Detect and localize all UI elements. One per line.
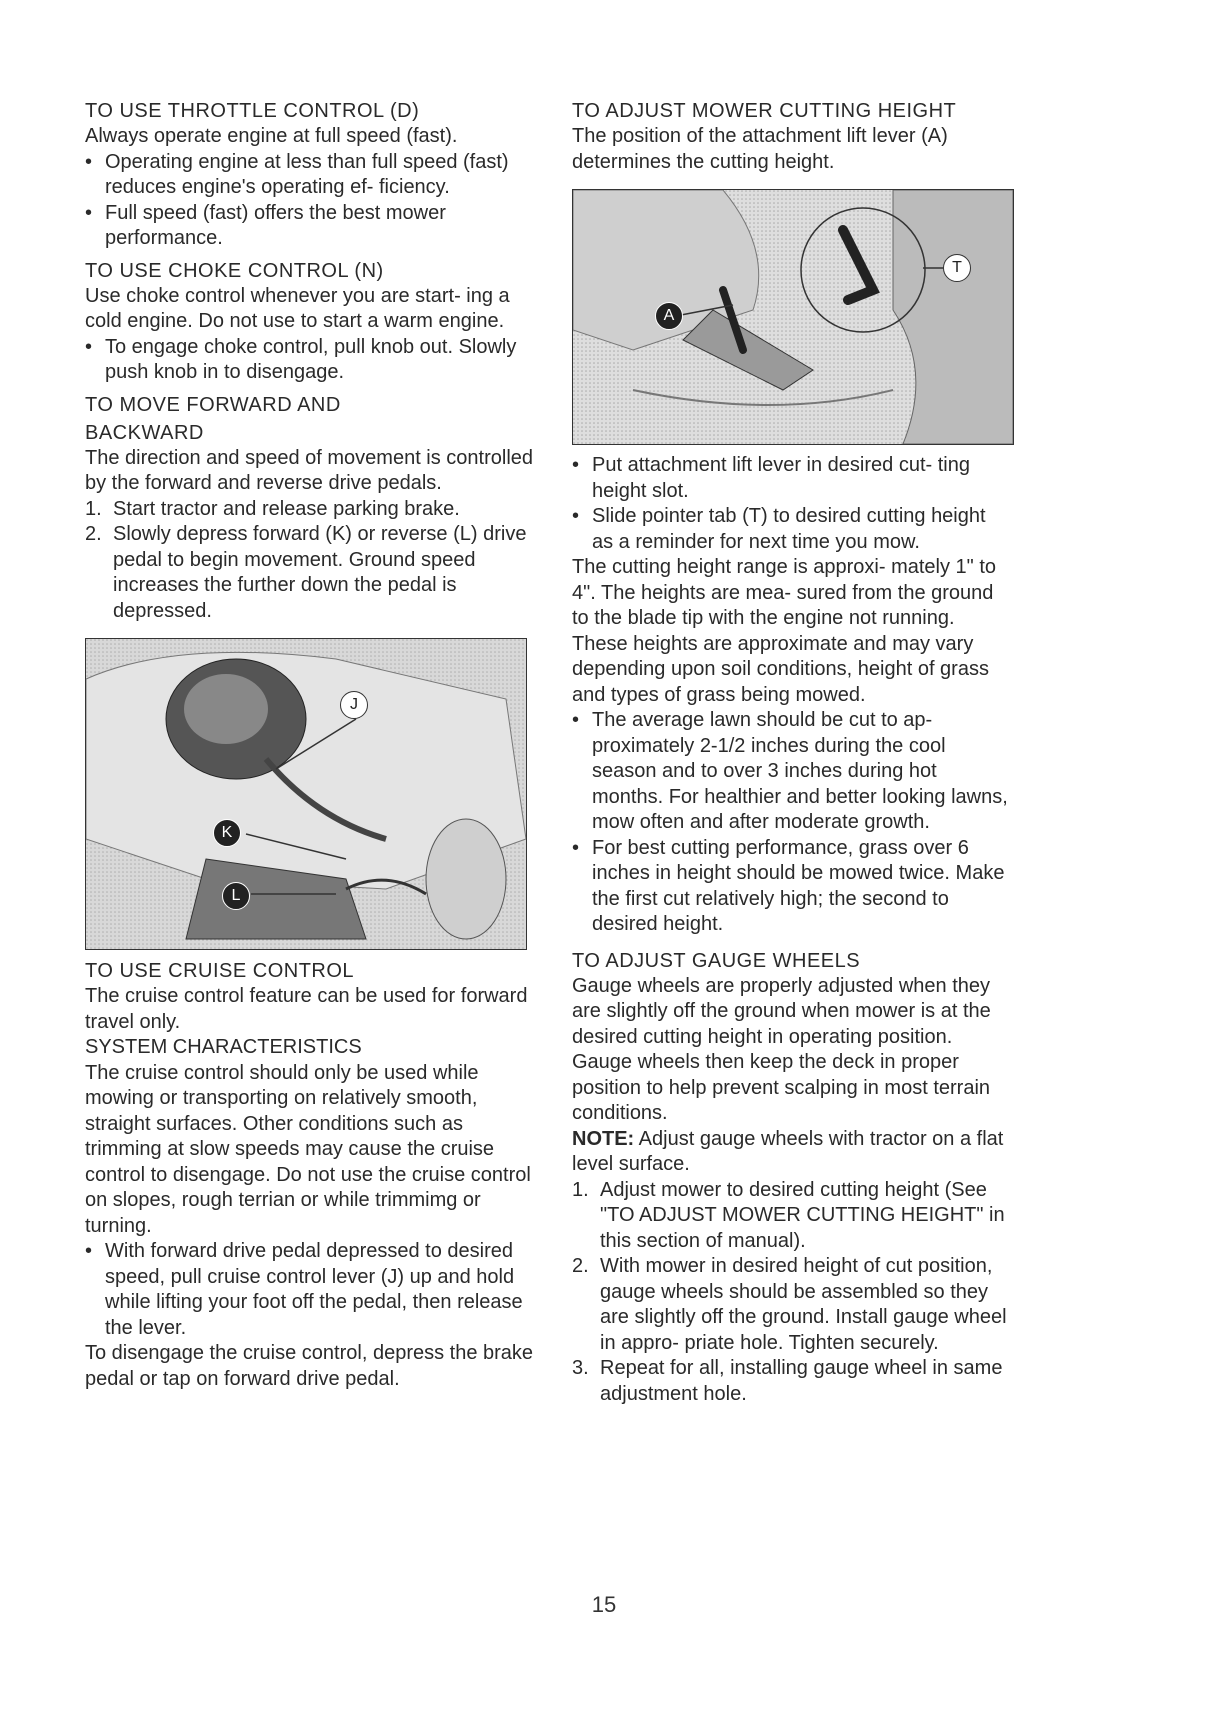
callout-a: A bbox=[655, 302, 683, 330]
tractor-pedal-illustration bbox=[86, 639, 526, 949]
cutting-height-text: The position of the attachment lift lever (A) determines the cutting height. bbox=[572, 125, 948, 173]
throttle-bullet: • Operating engine at less than full speed (fast) reduces engine's operating ef- ficiency. bbox=[85, 150, 509, 198]
choke-heading: TO USE CHOKE CONTROL (N) bbox=[85, 259, 384, 282]
cruise-heading: TO USE CRUISE CONTROL bbox=[85, 960, 355, 982]
tractor-pedal-figure bbox=[85, 638, 527, 950]
lift-lever-illustration bbox=[573, 190, 1013, 444]
throttle-section bbox=[85, 98, 540, 252]
page-number: 15 bbox=[591, 1592, 617, 1617]
cutting-height-text-2: The cutting height range is approxi- mately 1" to 4". The heights are mea- sured from the ground to the blade tip with the engine not running. These heights are approximate and may vary depending upon soil conditions, height of grass and types of grass being mowed. bbox=[572, 556, 996, 706]
callout-k: K bbox=[213, 819, 241, 847]
gauge-step: 2. With mower in desired height of cut position, gauge wheels should be assembled so they are slightly off the ground. Install gauge wheel in appro- priate hole. Tighten securely. bbox=[572, 1255, 1007, 1354]
cruise-subheading: SYSTEM CHARACTERISTICS bbox=[85, 1036, 362, 1058]
callout-l: L bbox=[222, 882, 250, 910]
gauge-step: 3. Repeat for all, installing gauge wheel in same adjustment hole. bbox=[572, 1357, 1003, 1405]
choke-text: Use choke control whenever you are start- ing a cold engine. Do not use to start a warm engine. bbox=[85, 284, 510, 332]
cruise-text-3: To disengage the cruise control, depress the brake pedal or tap on forward drive pedal. bbox=[85, 1342, 534, 1390]
callout-t: T bbox=[943, 254, 971, 282]
move-text: The direction and speed of movement is controlled by the forward and reverse drive pedals. bbox=[85, 446, 534, 494]
cutting-height-bullet: • For best cutting performance, grass over 6 inches in height should be mowed twice. Make the first cut relatively high; the second to desired height. bbox=[572, 836, 1005, 935]
move-step: 1. Start tractor and release parking brake. bbox=[85, 497, 460, 520]
gauge-wheels-note: NOTE: Adjust gauge wheels with tractor on a flat level surface. bbox=[572, 1127, 1004, 1175]
move-step: 2. Slowly depress forward (K) or reverse (L) drive pedal to begin movement. Ground speed increases the further down the pedal is depressed. bbox=[85, 523, 527, 622]
cutting-height-section bbox=[572, 98, 1012, 175]
cutting-height-heading: TO ADJUST MOWER CUTTING HEIGHT bbox=[572, 100, 957, 122]
lift-lever-figure bbox=[572, 189, 1014, 445]
gauge-wheels-text: Gauge wheels are properly adjusted when they are slightly off the ground when mower is at the desired cutting height in operating position. Gauge wheels then keep the deck in proper position to help prevent scalping in most terrain conditions. bbox=[572, 974, 991, 1124]
throttle-bullet: • Full speed (fast) offers the best mower performance. bbox=[85, 201, 446, 249]
cruise-bullet: • With forward drive pedal depressed to desired speed, pull cruise control lever (J) up and hold while lifting your foot off the pedal, then release the lever. bbox=[85, 1240, 523, 1339]
throttle-heading: TO USE THROTTLE CONTROL (D) bbox=[85, 100, 420, 122]
callout-j: J bbox=[340, 691, 368, 719]
choke-bullet: • To engage choke control, pull knob out. Slowly push knob in to disengage. bbox=[85, 335, 517, 383]
gauge-wheels-section bbox=[572, 948, 1012, 1408]
left-column bbox=[85, 98, 540, 1392]
cruise-section bbox=[85, 958, 540, 1392]
cruise-text: The cruise control feature can be used for forward travel only. bbox=[85, 985, 528, 1033]
move-section bbox=[85, 392, 540, 625]
cutting-height-bullet: • The average lawn should be cut to ap- proximately 2-1/2 inches during the cool season and to over 3 inches during hot months. For healthier and better looking lawns, mow often and after moderate growth. bbox=[572, 709, 1008, 833]
cutting-height-details bbox=[572, 453, 1012, 938]
gauge-step: 1. Adjust mower to desired cutting height (See "TO ADJUST MOWER CUTTING HEIGHT" in this section of manual). bbox=[572, 1178, 1005, 1252]
choke-section bbox=[85, 258, 540, 386]
gauge-wheels-heading: TO ADJUST GAUGE WHEELS bbox=[572, 949, 861, 972]
cruise-text-2: The cruise control should only be used while mowing or transporting on relatively smooth, straight surfaces. Other conditions such as trimming at slow speeds may cause the cruise control to disengage. Do not use the cruise control on slopes, rough terrian or while trimmimg or turning. bbox=[85, 1061, 531, 1237]
cutting-height-bullet: • Slide pointer tab (T) to desired cutting height as a reminder for next time you mow. bbox=[572, 505, 986, 553]
throttle-intro: Always operate engine at full speed (fast). bbox=[85, 125, 458, 147]
cutting-height-bullet: • Put attachment lift lever in desired cut- ting height slot. bbox=[572, 454, 970, 502]
move-heading: TO MOVE FORWARD AND BACKWARD bbox=[85, 393, 341, 444]
right-column bbox=[572, 98, 1012, 1407]
